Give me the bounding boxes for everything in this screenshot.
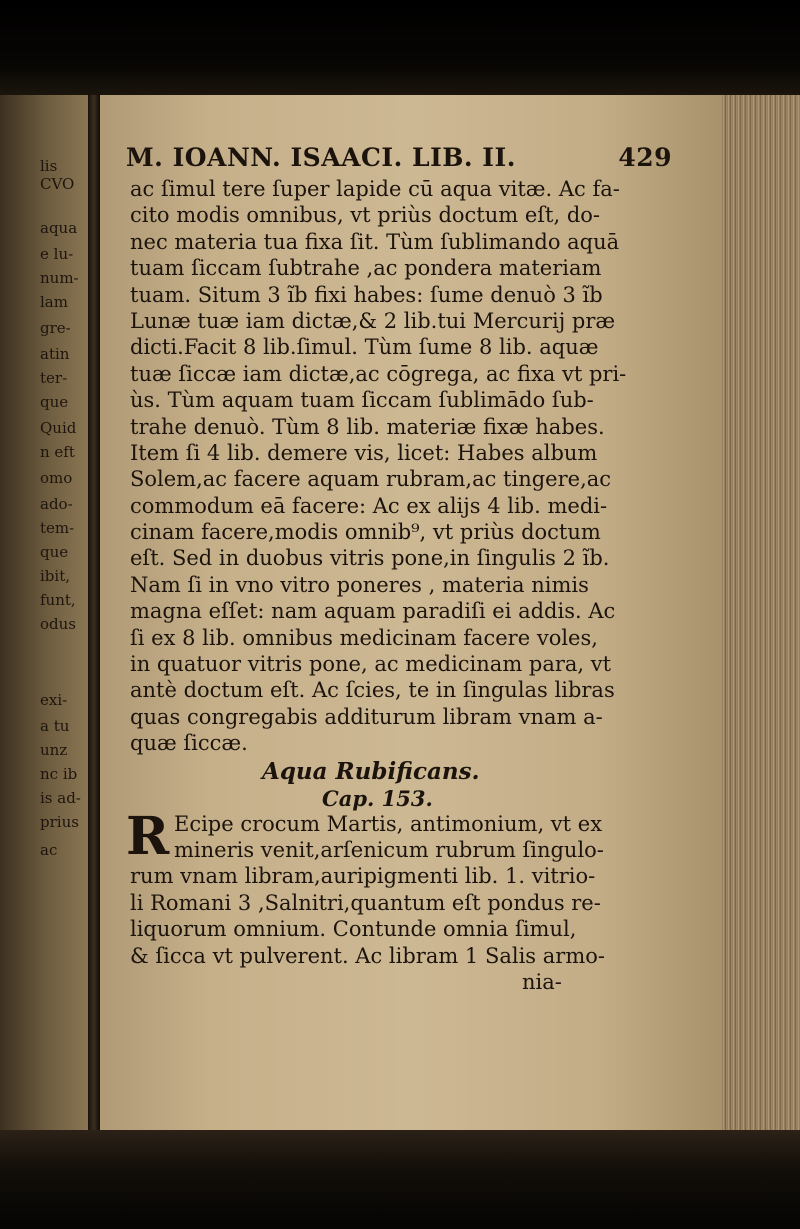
- text-line: ſi ex 8 lib. omnibus medicinam facere voles,: [130, 625, 598, 650]
- book-gutter: [88, 95, 100, 1155]
- scan-bottom-shadow: [0, 1130, 800, 1229]
- text-line: ac ſimul tere ſuper lapide cū aqua vitæ. Ac fa-: [130, 177, 620, 201]
- text-line: cinam facere,modis omnib⁹, vt priùs doctum: [130, 520, 601, 545]
- text-line: dicti.Facit 8 lib.ſimul. Tùm ſume 8 lib. aquæ: [130, 335, 599, 360]
- facing-page-fragment: CVO: [40, 175, 75, 193]
- facing-page-fragment: ter-: [40, 369, 68, 387]
- scan-top-shadow: [0, 0, 800, 95]
- text-line: in quatuor vitris pone, ac medicinam para, vt: [130, 652, 612, 677]
- body-paragraph: [122, 176, 702, 757]
- text-line: Ecipe crocum Martis, antimonium, vt ex: [174, 811, 603, 836]
- text-line: antè doctum eſt. Ac ſcies, te in ſingulas libras: [130, 678, 615, 703]
- facing-page-fragment: num-: [40, 269, 79, 287]
- text-line: commodum eā facere: Ac ex alijs 4 lib. medi-: [130, 493, 608, 518]
- text-line: rum vnam libram,auripigmenti lib. 1. vitrio-: [130, 864, 596, 889]
- facing-page-fragment: Quid: [40, 419, 77, 437]
- facing-page-fragment: omo: [40, 469, 73, 487]
- text-line: & ſicca vt pulverent. Ac libram 1 Salis armo-: [130, 943, 605, 968]
- facing-page-fragment: atin: [40, 345, 70, 363]
- page-text: [122, 140, 702, 995]
- text-line: quas congregabis additurum libram vnam a-: [130, 704, 603, 729]
- text-line: Item ſi 4 lib. demere vis, licet: Habes album: [130, 440, 598, 465]
- facing-page-fragment: a tu: [40, 717, 70, 735]
- facing-page-fragment: odus: [40, 615, 76, 633]
- text-line: ùs. Tùm aquam tuam ſiccam ſublimādo ſub-: [130, 388, 594, 413]
- text-line: tuam. Situm 3 ĩb fixi habes: ſume denuò 3 ĩb: [130, 282, 603, 307]
- drop-capital: R: [126, 805, 170, 867]
- chapter-paragraph: [122, 805, 702, 969]
- facing-page-fragment: que: [40, 543, 69, 561]
- facing-page-fragment: n eft: [40, 443, 75, 461]
- page-stack-edge: [722, 95, 800, 1155]
- text-line: cito modis omnibus, vt priùs doctum eſt, do-: [130, 203, 601, 228]
- text-line: magna eſſet: nam aquam paradiſi ei addis. Ac: [130, 599, 616, 624]
- chapter-label: Cap. 153.: [322, 785, 433, 811]
- facing-page-fragment: ado-: [40, 495, 73, 513]
- facing-page-fragment: aqua: [40, 219, 78, 237]
- facing-page-fragment: funt,: [40, 591, 76, 609]
- text-line: quæ ſiccæ.: [130, 731, 248, 756]
- text-line: tuæ ſiccæ iam dictæ,ac cōgrega, ac fixa vt pri-: [130, 361, 627, 386]
- facing-page-fragment: prius: [40, 813, 79, 831]
- facing-page-fragment: exi-: [40, 691, 68, 709]
- text-line: Lunæ tuæ iam dictæ,& 2 lib.tui Mercurij præ: [130, 308, 616, 333]
- facing-page-fragment: que: [40, 393, 69, 411]
- text-line: Solem,ac facere aquam rubram,ac tingere,ac: [130, 467, 612, 492]
- section-title: Aqua Rubificans.: [262, 757, 480, 785]
- facing-page-fragment: tem-: [40, 519, 75, 537]
- text-line: nec materia tua fixa ſit. Tùm ſublimando aquā: [130, 229, 620, 254]
- text-line: liquorum omnium. Contunde omnia ſimul,: [130, 917, 577, 942]
- text-line: li Romani 3 ,Salnitri,quantum eſt pondus re-: [130, 890, 601, 915]
- facing-page-edge: [0, 95, 88, 1155]
- facing-page-fragment: ibit,: [40, 567, 70, 585]
- facing-page-fragment: nc ib: [40, 765, 78, 783]
- page-number: 429: [618, 143, 672, 172]
- running-head: [122, 140, 702, 176]
- running-head-title: M. IOANN. ISAACI. LIB. II.: [126, 143, 516, 172]
- facing-page-fragment: gre-: [40, 319, 71, 337]
- text-line: tuam ſiccam ſubtrahe ,ac pondera materiam: [130, 256, 602, 281]
- facing-page-fragment: is ad-: [40, 789, 81, 807]
- catchword: nia-: [522, 969, 562, 994]
- facing-page-fragment: ac: [40, 841, 58, 859]
- facing-page-fragment: lis: [40, 157, 58, 175]
- text-line: Nam ſi in vno vitro poneres , materia nimis: [130, 572, 589, 597]
- facing-page-fragment: lam: [40, 293, 68, 311]
- facing-page-fragment: e lu-: [40, 245, 74, 263]
- text-line: trahe denuò. Tùm 8 lib. materiæ fixæ habes.: [130, 414, 605, 439]
- text-line: eſt. Sed in duobus vitris pone,in ſingulis 2 ĩb.: [130, 546, 610, 571]
- text-line: mineris venit,arſenicum rubrum ſingulo-: [174, 837, 604, 862]
- facing-page-fragment: unz: [40, 741, 68, 759]
